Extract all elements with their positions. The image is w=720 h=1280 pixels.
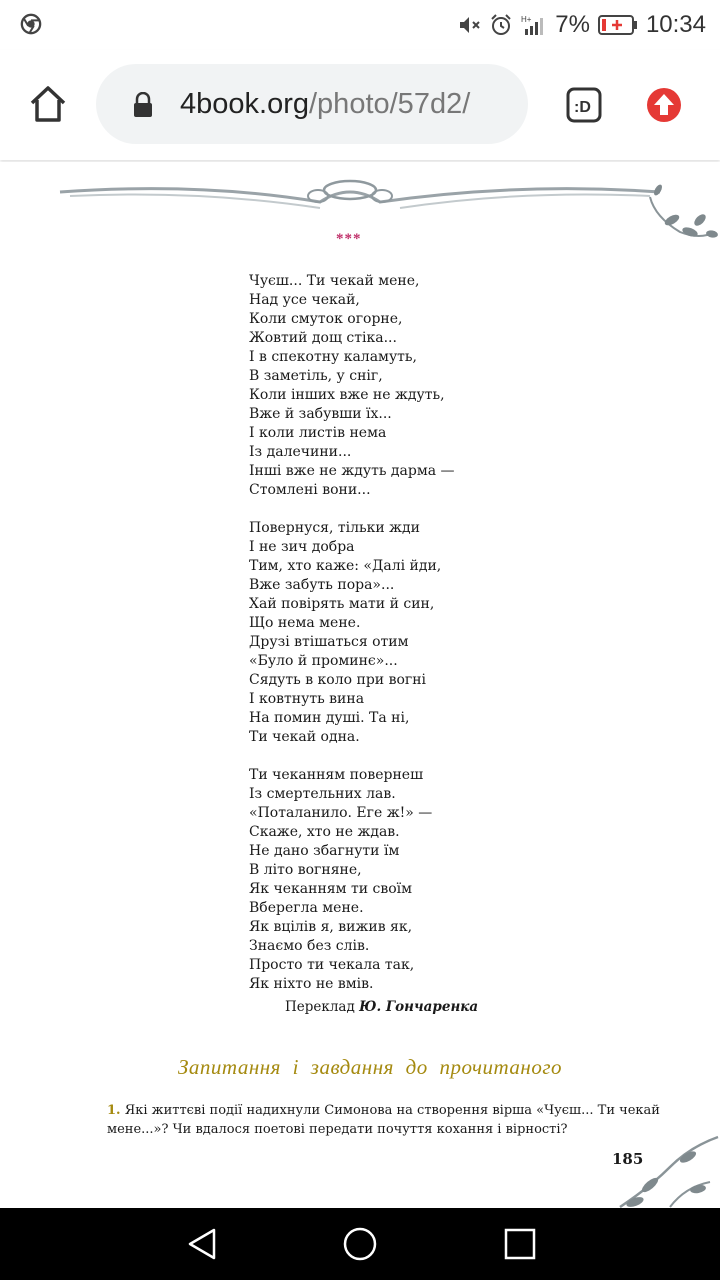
poem xyxy=(249,272,629,1013)
browser-toolbar xyxy=(0,50,720,160)
recents-icon[interactable] xyxy=(502,1226,538,1262)
poem-line: Друзі втішаться отим xyxy=(249,634,409,650)
battery-percent: 7% xyxy=(555,11,590,38)
page-number: 185 xyxy=(612,1150,644,1168)
alarm-icon xyxy=(489,13,513,37)
poem-line: Як вцілів я, вижив як, xyxy=(249,919,413,935)
translator-credit xyxy=(285,999,478,1015)
questions-heading: Запитання і завдання до прочитаного xyxy=(178,1055,563,1079)
url-text[interactable] xyxy=(180,84,510,124)
poem-line: Вже забуть пора»... xyxy=(249,577,395,593)
home-circle-icon[interactable] xyxy=(342,1226,378,1262)
poem-line: Із далечини... xyxy=(249,444,352,460)
question-item xyxy=(107,1101,667,1139)
poem-line: Вберегла мене. xyxy=(249,900,364,916)
status-bar xyxy=(0,0,720,50)
translator-label: Переклад xyxy=(285,999,355,1015)
poem-line: В літо вогняне, xyxy=(249,862,362,878)
back-icon[interactable] xyxy=(184,1226,220,1262)
poem-line: В заметіль, у сніг, xyxy=(249,368,383,384)
poem-line: Коли інших вже не ждуть, xyxy=(249,387,445,403)
poem-line: І коли листів нема xyxy=(249,425,387,441)
poem-line: І ковтнуть вина xyxy=(249,691,365,707)
navigation-bar xyxy=(0,1208,720,1280)
ornament-bottom-icon xyxy=(610,1127,720,1208)
stanza-3 xyxy=(249,766,629,994)
poem-line: І не зич добра xyxy=(249,539,355,555)
poem-line: Скаже, хто не ждав. xyxy=(249,824,400,840)
poem-line: На помин душі. Та ні, xyxy=(249,710,410,726)
tab-switcher-icon[interactable] xyxy=(566,87,602,123)
mute-icon xyxy=(457,13,481,37)
section-asterisks: *** xyxy=(336,231,362,247)
status-icons xyxy=(457,8,706,42)
svg-text:H+: H+ xyxy=(521,15,532,24)
signal-icon xyxy=(521,13,547,37)
poem-line: Жовтий дощ стіка... xyxy=(249,330,397,346)
book-page xyxy=(0,162,720,1208)
poem-line: Просто ти чекала так, xyxy=(249,957,415,973)
question-number: 1. xyxy=(107,1103,121,1118)
address-bar[interactable] xyxy=(96,64,528,144)
poem-line: Із смертельних лав. xyxy=(249,786,396,802)
poem-line: Над усе чекай, xyxy=(249,292,360,308)
translator-name: Ю. Гончаренка xyxy=(359,999,479,1015)
stanza-2 xyxy=(249,519,629,747)
poem-line: Що нема мене. xyxy=(249,615,361,631)
battery-icon xyxy=(598,14,638,36)
poem-line: Чуєш... Ти чекай мене, xyxy=(249,273,420,289)
poem-line: Інші вже не ждуть дарма — xyxy=(249,463,455,479)
poem-line: Не дано збагнути їм xyxy=(249,843,400,859)
lock-icon xyxy=(132,92,154,118)
poem-line: Як ніхто не вмів. xyxy=(249,976,374,992)
url-path: /photo/57d2/ xyxy=(309,88,471,120)
poem-line: «Було й проминє»... xyxy=(249,653,398,669)
poem-line: Знаємо без слів. xyxy=(249,938,370,954)
poem-line: Стомлені вони... xyxy=(249,482,371,498)
question-text: Які життєві події надихнули Симонова на створення вірша «Чуєш... Ти чекай мене...»? Чи вдалося поетові передати почуття кохання і вірності? xyxy=(107,1103,660,1137)
poem-line: Як чеканням ти своїм xyxy=(249,881,413,897)
stanza-1 xyxy=(249,272,629,500)
update-icon[interactable] xyxy=(646,87,682,123)
poem-line: Ти чекай одна. xyxy=(249,729,360,745)
poem-line: Тим, хто каже: «Далі йди, xyxy=(249,558,442,574)
poem-line: Ти чеканням повернеш xyxy=(249,767,424,783)
poem-line: Коли смуток огорне, xyxy=(249,311,403,327)
poem-line: Сядуть в коло при вогні xyxy=(249,672,427,688)
poem-line: І в спекотну каламуть, xyxy=(249,349,417,365)
url-domain: 4book.org xyxy=(180,88,309,120)
poem-line: Вже й забувши їх... xyxy=(249,406,392,422)
chrome-icon xyxy=(20,13,42,35)
poem-line: Хай повірять мати й син, xyxy=(249,596,435,612)
clock: 10:34 xyxy=(645,11,706,38)
home-icon[interactable] xyxy=(26,82,70,126)
svg-text::D: :D xyxy=(574,99,591,116)
poem-line: «Поталанило. Еге ж!» — xyxy=(249,805,433,821)
poem-line: Повернуся, тільки жди xyxy=(249,520,421,536)
